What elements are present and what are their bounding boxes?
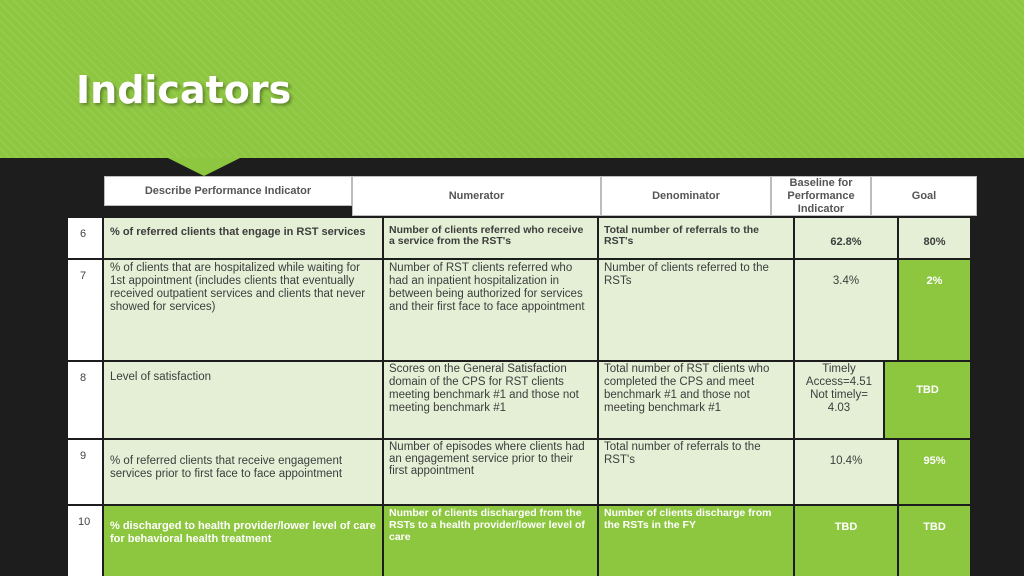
header-indicator: Describe Performance Indicator <box>104 176 352 206</box>
header-goal: Goal <box>871 176 977 216</box>
denominator-cell: Total number of RST clients who completed the CPS and meet benchmark #1 and those not meeting benchmark #1 <box>599 362 793 438</box>
banner-notch <box>168 158 240 176</box>
numerator-cell: Scores on the General Satisfaction domain of the CPS for RST clients meeting benchmark #1 and those not meeting benchmark #1 <box>384 362 597 438</box>
baseline-cell: Timely Access=4.51 Not timely= 4.03 <box>795 362 883 438</box>
indicator-cell: Level of satisfaction <box>104 362 382 438</box>
numerator-cell: Number of clients discharged from the RSTs to a health provider/lower level of care <box>384 506 597 576</box>
denominator-cell: Number of clients referred to the RSTs <box>599 260 793 360</box>
row-number: 7 <box>68 260 102 360</box>
row-number: 10 <box>68 506 102 576</box>
baseline-cell: TBD <box>795 506 897 576</box>
denominator-cell: Total number of referrals to the RST's <box>599 440 793 504</box>
goal-cell: 2% <box>899 260 970 360</box>
baseline-cell: 10.4% <box>795 440 897 504</box>
numerator-cell: Number of clients referred who receive a service from the RST's <box>384 218 597 258</box>
row-number: 8 <box>68 362 102 438</box>
row-number: 6 <box>68 218 102 258</box>
denominator-cell: Total number of referrals to the RST's <box>599 218 793 258</box>
indicator-cell: % discharged to health provider/lower level of care for behavioral health treatment <box>104 506 382 576</box>
indicator-cell: % of referred clients that receive engagement services prior to first face to face appointment <box>104 440 382 504</box>
indicator-cell: % of clients that are hospitalized while waiting for 1st appointment (includes clients that eventually received outpatient services and clients that never showed for services) <box>104 260 382 360</box>
denominator-cell: Number of clients discharge from the RSTs in the FY <box>599 506 793 576</box>
baseline-cell: 3.4% <box>795 260 897 360</box>
header-numerator: Numerator <box>352 176 601 216</box>
header-baseline: Baseline for Performance Indicator <box>771 176 871 216</box>
goal-cell: TBD <box>899 506 970 576</box>
numerator-cell: Number of RST clients referred who had an inpatient hospitalization in between being authorized for services and their first face to face appointment <box>384 260 597 360</box>
baseline-cell: 62.8% <box>795 218 897 258</box>
goal-cell: 80% <box>899 218 970 258</box>
goal-cell: 95% <box>899 440 970 504</box>
goal-cell: TBD <box>885 362 970 438</box>
slide-title: Indicators <box>76 68 292 112</box>
row-number: 9 <box>68 440 102 504</box>
header-denominator: Denominator <box>601 176 771 216</box>
indicator-cell: % of referred clients that engage in RST services <box>104 218 382 258</box>
numerator-cell: Number of episodes where clients had an engagement service prior to their first appointment <box>384 440 597 504</box>
